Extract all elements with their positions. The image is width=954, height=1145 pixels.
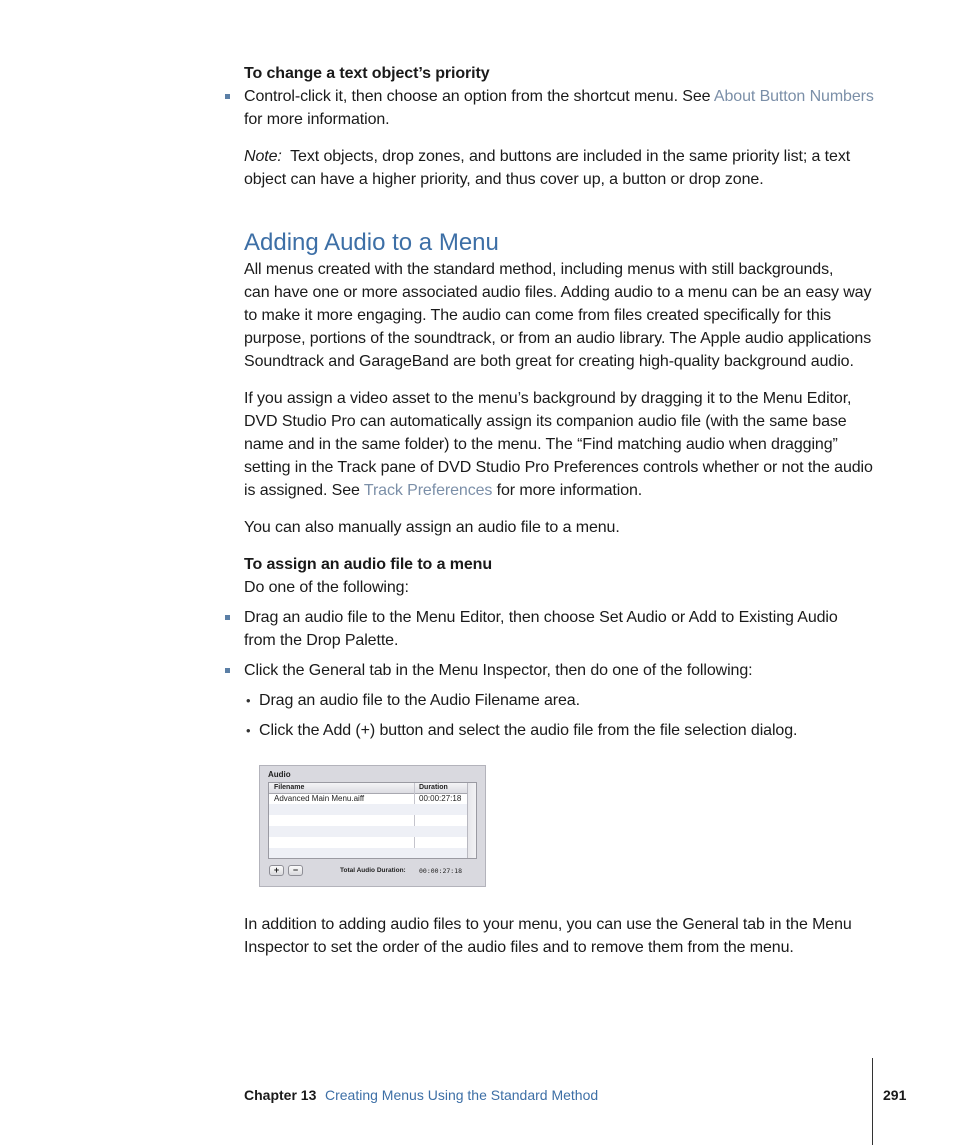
- audio-file-list[interactable]: [268, 782, 477, 859]
- assign-intro: Do one of the following:: [244, 579, 409, 596]
- remove-audio-button[interactable]: −: [288, 865, 303, 876]
- paragraph-2: [244, 387, 873, 502]
- priority-bullet-text-cont: for more information.: [244, 111, 390, 128]
- note-line1: Text objects, drop zones, and buttons are included in the same priority list; a text: [290, 148, 851, 165]
- empty-row: [269, 804, 467, 815]
- paragraph-2-line-last: [244, 479, 873, 502]
- bullet-square: [225, 615, 230, 620]
- bullet-1-line2: from the Drop Palette.: [244, 632, 399, 649]
- paragraph-1-line: to make it more engaging. The audio can come from files created specifically for this: [244, 307, 832, 324]
- subheading-assign-audio: To assign an audio file to a menu: [244, 556, 492, 573]
- total-duration-value: 00:00:27:18: [419, 867, 463, 875]
- about-button-numbers-link[interactable]: About Button Numbers: [713, 88, 874, 105]
- bullet-1: [244, 606, 838, 652]
- sub-bullet-1: Drag an audio file to the Audio Filename area.: [259, 692, 580, 709]
- empty-row: [269, 826, 467, 837]
- closing-paragraph-line: In addition to adding audio files to your menu, you can use the General tab in the Menu: [244, 916, 852, 933]
- total-duration-label: Total Audio Duration:: [340, 867, 406, 874]
- paragraph-2-line: name and in the same folder) to the menu. The “Find matching audio when dragging”: [244, 436, 838, 453]
- paragraph-2-line: If you assign a video asset to the menu’s background by dragging it to the Menu Editor,: [244, 390, 852, 407]
- note-label: Note:: [244, 148, 282, 165]
- audio-file-row[interactable]: [269, 793, 467, 804]
- subheading-change-priority: To change a text object’s priority: [244, 65, 490, 82]
- paragraph-2-line: setting in the Track pane of DVD Studio Pro Preferences controls whether or not the audio: [244, 459, 873, 476]
- footer-chapter-number: Chapter 13: [244, 1087, 317, 1103]
- section-title: Adding Audio to a Menu: [244, 229, 499, 256]
- footer-divider: [872, 1058, 873, 1145]
- paragraph-1-line: can have one or more associated audio files. Adding audio to a menu can be an easy way: [244, 284, 872, 301]
- footer-chapter-title[interactable]: Creating Menus Using the Standard Method: [325, 1087, 599, 1103]
- list-scrollbar[interactable]: [467, 783, 477, 859]
- track-preferences-link[interactable]: Track Preferences: [363, 482, 493, 499]
- paragraph-3: You can also manually assign an audio file to a menu.: [244, 519, 620, 536]
- audio-panel-screenshot: [259, 765, 486, 887]
- bullet-1-line1: Drag an audio file to the Menu Editor, then choose Set Audio or Add to Existing Audio: [244, 609, 838, 626]
- paragraph-2-line: DVD Studio Pro can automatically assign its companion audio file (with the same base: [244, 413, 847, 430]
- sub-bullet-dot: •: [246, 693, 251, 708]
- note-line2: object can have a higher priority, and thus cover up, a button or drop zone.: [244, 171, 764, 188]
- bullet-square: [225, 94, 230, 99]
- paragraph-1-line: purpose, portions of the soundtrack, or from an audio library. The Apple audio applications: [244, 330, 872, 347]
- add-audio-button[interactable]: +: [269, 865, 284, 876]
- paragraph-2-last-after: for more information.: [492, 482, 643, 499]
- empty-row: [269, 848, 467, 859]
- bullet-2: Click the General tab in the Menu Inspector, then do one of the following:: [244, 662, 753, 679]
- audio-panel-title: Audio: [268, 770, 291, 779]
- paragraph-1: [244, 258, 871, 373]
- paragraph-2-last-before: is assigned. See: [244, 482, 364, 499]
- bullet-square: [225, 668, 230, 673]
- column-header-filename[interactable]: Filename: [274, 784, 305, 791]
- closing-paragraph-line: Inspector to set the order of the audio files and to remove them from the menu.: [244, 939, 794, 956]
- closing-paragraph: [244, 913, 852, 959]
- audio-file-duration: 00:00:27:18: [419, 794, 462, 803]
- column-header-duration[interactable]: Duration: [419, 784, 448, 791]
- audio-file-name: Advanced Main Menu.aiff: [274, 794, 365, 803]
- priority-bullet-text: [244, 85, 874, 108]
- note-paragraph: [244, 145, 850, 168]
- paragraph-1-line: Soundtrack and GarageBand are both great for creating high-quality background audio.: [244, 353, 854, 370]
- sub-bullet-dot: •: [246, 723, 251, 738]
- priority-bullet-before: Control-click it, then choose an option from the shortcut menu. See: [244, 88, 714, 105]
- paragraph-1-line: All menus created with the standard method, including menus with still backgrounds,: [244, 261, 834, 278]
- page-number: 291: [883, 1087, 907, 1103]
- sub-bullet-2: Click the Add (+) button and select the audio file from the file selection dialog.: [259, 722, 798, 739]
